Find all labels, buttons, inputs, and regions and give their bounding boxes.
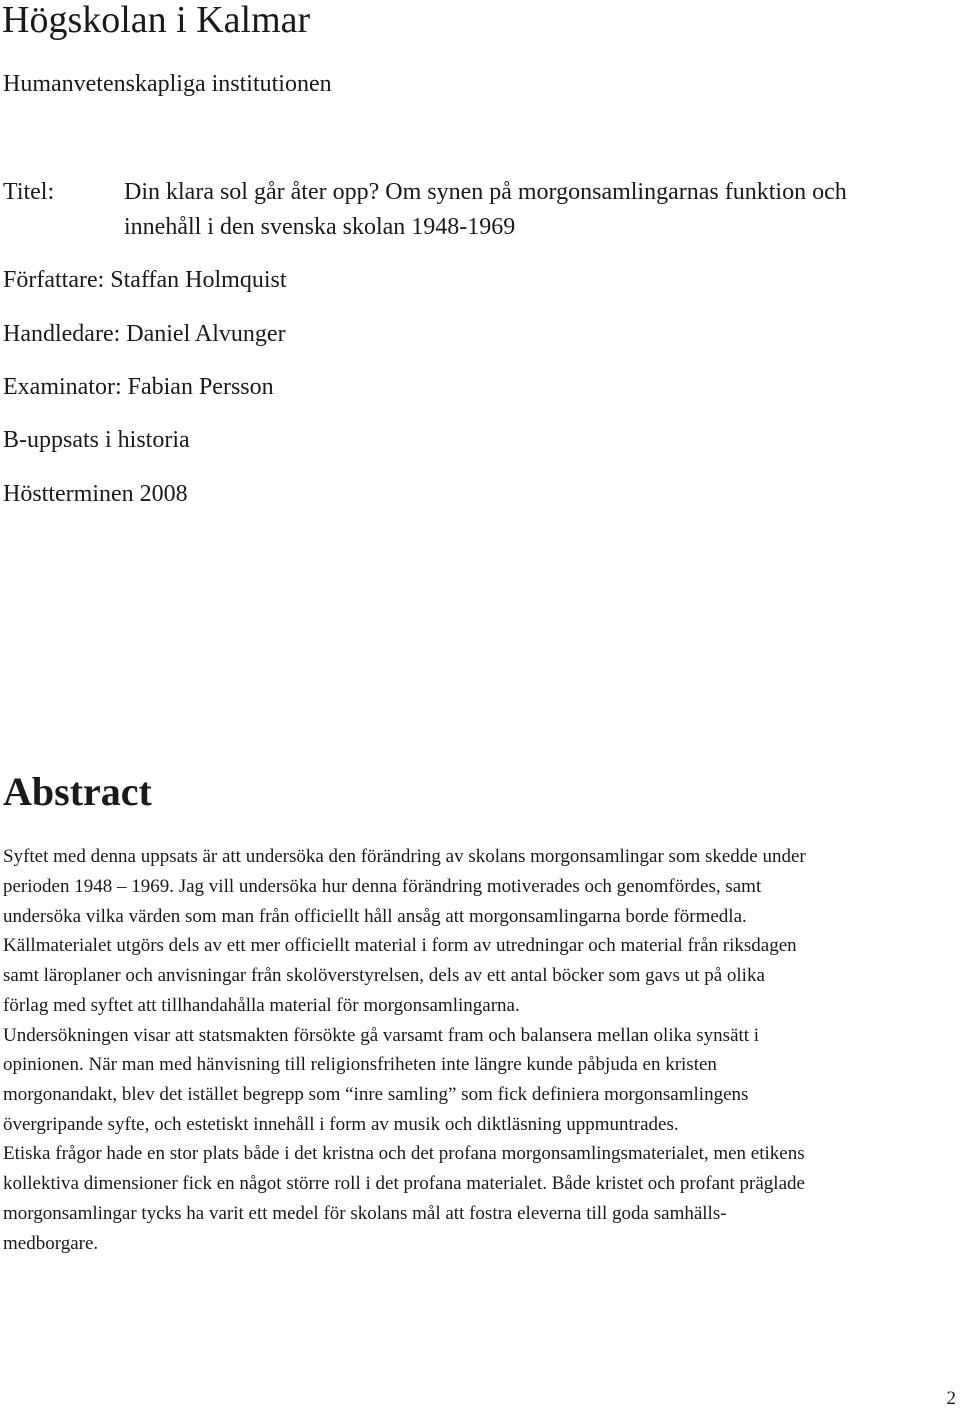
abstract-line: opinionen. När man med hänvisning till religionsfriheten inte längre kunde påbjuda en kristen xyxy=(3,1054,717,1075)
abstract-line: Undersökningen visar att statsmakten försökte gå varsamt fram och balansera mellan olika synsätt i xyxy=(3,1025,760,1046)
abstract-line: kollektiva dimensioner fick en något större roll i det profana materialet. Både kristet och profant präglade xyxy=(3,1173,805,1194)
department-name: Humanvetenskapliga institutionen xyxy=(3,71,332,97)
supervisor-line: Handledare: Daniel Alvunger xyxy=(3,321,286,347)
thesis-title-line: Din klara sol går åter opp? Om synen på morgonsamlingarnas funktion och xyxy=(124,179,847,205)
title-label: Titel: xyxy=(3,179,55,205)
abstract-heading: Abstract xyxy=(3,769,152,814)
abstract-line: morgonsamlingar tycks ha varit ett medel för skolans mål att fostra eleverna till goda samhälls- xyxy=(3,1203,727,1224)
thesis-title-line: innehåll i den svenska skolan 1948-1969 xyxy=(124,214,516,240)
abstract-line: samt läroplaner och anvisningar från skolöverstyrelsen, dels av ett antal böcker som gavs ut på olika xyxy=(3,965,765,986)
abstract-line: övergripande syfte, och estetiskt innehåll i form av musik och diktläsning uppmuntrades. xyxy=(3,1114,679,1135)
abstract-line: medborgare. xyxy=(3,1233,99,1254)
abstract-line: perioden 1948 – 1969. Jag vill undersöka hur denna förändring motiverades och genomfördes, samt xyxy=(3,876,762,897)
course-line: B-uppsats i historia xyxy=(3,427,190,453)
abstract-line: Syftet med denna uppsats är att undersöka den förändring av skolans morgonsamlingar som skedde under xyxy=(3,846,806,867)
examiner-line: Examinator: Fabian Persson xyxy=(3,374,274,400)
abstract-line: Källmaterialet utgörs dels av ett mer officiellt material i form av utredningar och material från riksdagen xyxy=(3,935,797,956)
abstract-line: morgonandakt, blev det istället begrepp som “inre samling” som fick definiera morgonsamlingens xyxy=(3,1084,749,1105)
abstract-line: Etiska frågor hade en stor plats både i det kristna och det profana morgonsamlingsmaterialet, men etikens xyxy=(3,1143,805,1164)
school-name: Högskolan i Kalmar xyxy=(2,0,311,41)
author-line: Författare: Staffan Holmquist xyxy=(3,267,287,293)
term-line: Höstterminen 2008 xyxy=(3,481,188,507)
page-number: 2 xyxy=(946,1388,956,1409)
abstract-line: undersöka vilka värden som man från officiellt håll ansåg att morgonsamlingarna borde förmedla. xyxy=(3,906,747,927)
abstract-line: förlag med syftet att tillhandahålla material för morgonsamlingarna. xyxy=(3,995,520,1016)
